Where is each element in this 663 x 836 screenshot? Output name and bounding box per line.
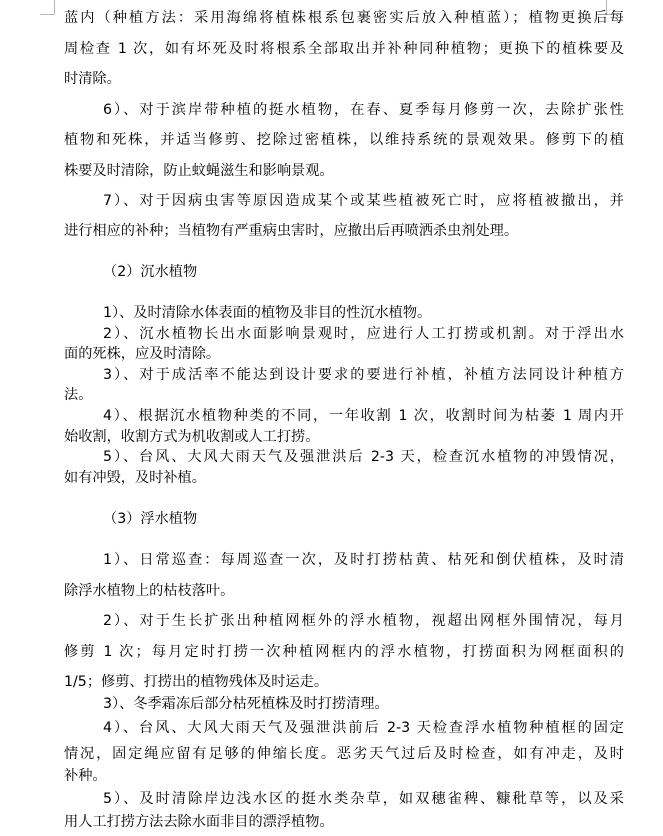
- paragraph-line: 3）、对于成活率不能达到设计要求的要进行补植，补植方法同设计种植方: [103, 367, 624, 383]
- paragraph-line: 始收割，收割方式为机收割或人工打捞。: [64, 429, 320, 445]
- paragraph-line: 7）、对于因病虫害等原因造成某个或某些植被死亡时，应将植被撤出，并: [103, 193, 624, 209]
- paragraph-line: 法。: [64, 387, 93, 403]
- paragraph-line: 1）、日常巡查：每周巡查一次，及时打捞枯黄、枯死和倒伏植株，及时清: [103, 552, 624, 568]
- paragraph-line: 除浮水植物上的枯枝落叶。: [64, 583, 235, 599]
- paragraph-line: 周检查 1 次，如有坏死及时将根系全部取出并补种同种植物；更换下的植株要及: [64, 41, 624, 57]
- section-heading: （3）浮水植物: [103, 511, 198, 527]
- paragraph-line: 4）、台风、大风大雨天气及强泄洪前后 2-3 天检查浮水植物种植框的固定: [103, 720, 624, 736]
- paragraph-line: 4）、根据沉水植物种类的不同，一年收割 1 次，收割时间为枯萎 1 周内开: [103, 408, 624, 424]
- paragraph-line: 蓝内（种植方法：采用海绵将植株根系包裹密实后放入种植蓝）；植物更换后每: [64, 10, 624, 26]
- paragraph-line: 面的死株，应及时清除。: [64, 346, 221, 362]
- paragraph-line: 5）、及时清除岸边浅水区的挺水类杂草，如双穗雀稗、糠秕草等，以及采: [103, 791, 624, 807]
- paragraph-line: 1/5；修剪、打捞出的植物残体及时运走。: [64, 674, 329, 690]
- paragraph-line: 5）、台风、大风大雨天气及强泄洪后 2-3 天，检查沉水植物的冲毁情况，: [103, 449, 624, 465]
- paragraph-line: 6）、对于滨岸带种植的挺水植物，在春、夏季每月修剪一次，去除扩张性: [103, 102, 624, 118]
- paragraph-line: 用人工打捞方法去除水面非目的漂浮植物。: [64, 814, 334, 830]
- paragraph-line: 情况，固定绳应留有足够的伸缩长度。恶劣天气过后及时检查，如有冲走，及时: [64, 746, 624, 762]
- paragraph-line: 3）、冬季霜冻后部分枯死植株及时打捞清理。: [103, 696, 389, 712]
- paragraph-line: 2）、沉水植物长出水面影响景观时，应进行人工打捞或机割。对于浮出水: [103, 326, 624, 342]
- paragraph-line: 植物和死株，并适当修剪、挖除过密植株，以维持系统的景观效果。修剪下的植: [64, 132, 624, 148]
- paragraph-line: 进行相应的补种；当植物有严重病虫害时，应撤出后再喷洒杀虫剂处理。: [64, 223, 519, 239]
- paragraph-line: 2）、对于生长扩张出种植网框外的浮水植物，视超出网框外围情况，每月: [103, 613, 624, 629]
- paragraph-line: 株要及时清除，防止蚊蝇滋生和影响景观。: [64, 163, 334, 179]
- page-corner-mark-left: [40, 0, 55, 15]
- paragraph-line: 补种。: [64, 768, 107, 784]
- section-heading: （2）沉水植物: [103, 264, 198, 280]
- paragraph-line: 如有冲毁，及时补植。: [64, 470, 206, 486]
- paragraph-line: 修剪 1 次；每月定时打捞一次种植网框内的浮水植物，打捞面积为网框面积的: [64, 644, 624, 660]
- paragraph-line: 1）、及时清除水体表面的植物及非目的性沉水植物。: [103, 305, 432, 321]
- paragraph-line: 时清除。: [64, 71, 121, 87]
